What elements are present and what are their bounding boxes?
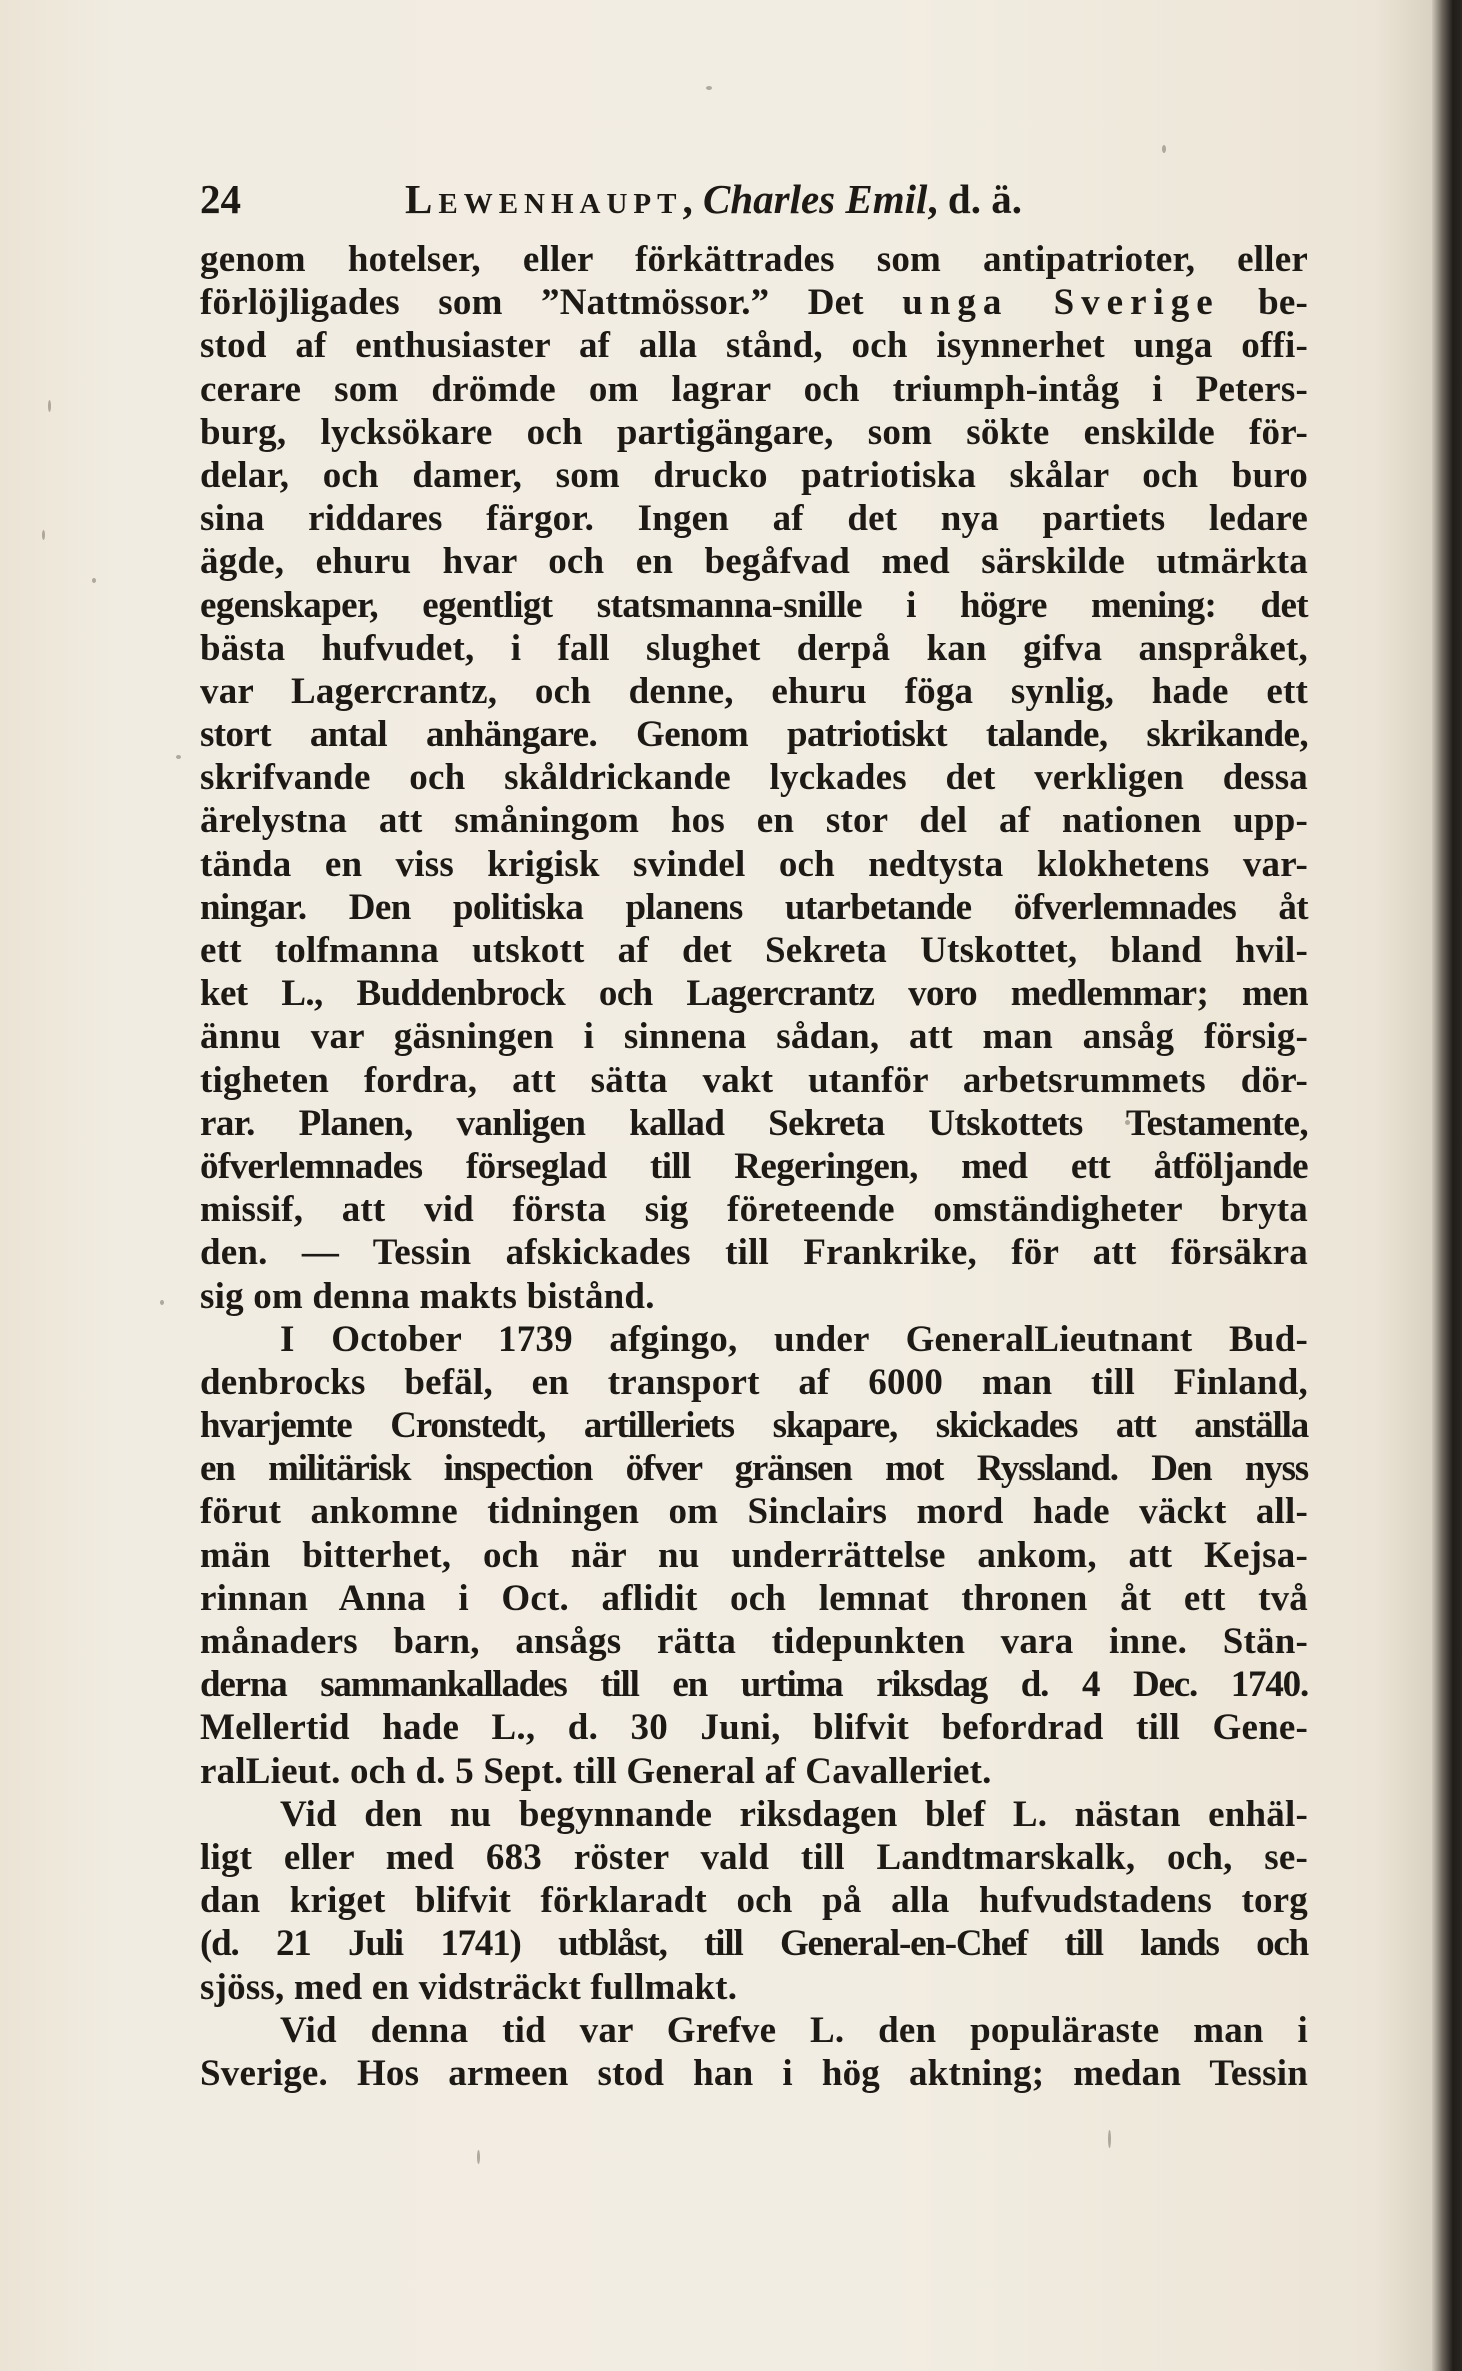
- text-line: månaders barn, ansågs rätta tidepunkten vara inne. Stän-: [200, 1621, 1308, 1662]
- body-text: [200, 238, 1308, 2095]
- text-line: öfverlemnades förseglad till Regeringen, med ett åtföljande: [200, 1145, 1308, 1187]
- text-line: I October 1739 afgingo, under GeneralLieutnant Bud-: [280, 1318, 1308, 1360]
- text-line: Vid den nu begynnande riksdagen blef L. nästan enhäl-: [280, 1793, 1308, 1835]
- text-line: rar. Planen, vanligen kallad Sekreta Utskottets Testamente,: [200, 1102, 1308, 1144]
- text-line: sig om denna makts bistånd.: [200, 1275, 655, 1317]
- text-line: derna sammankallades till en urtima riksdag d. 4 Dec. 1740.: [200, 1664, 1308, 1706]
- text-line: Mellertid hade L., d. 30 Juni, blifvit befordrad till Gene-: [200, 1707, 1308, 1749]
- text-line: ket L., Buddenbrock och Lagercrantz voro medlemmar; men: [200, 973, 1308, 1015]
- text-line: delar, och damer, som drucko patriotiska skålar och buro: [200, 454, 1308, 496]
- surname-smallcaps: Lewenhaupt: [405, 176, 683, 222]
- text-line: Sverige. Hos armeen stod han i hög aktning; medan Tessin: [200, 2052, 1308, 2094]
- text-line: genom hotelser, eller förkättrades som antipatrioter, eller: [200, 239, 1308, 280]
- text-line: denbrocks befäl, en transport af 6000 man till Finland,: [200, 1361, 1308, 1403]
- text-line: ligt eller med 683 röster vald till Landtmarskalk, och, se-: [200, 1836, 1308, 1878]
- text-line: var Lagercrantz, och denne, ehuru föga synlig, hade ett: [200, 670, 1308, 712]
- text-line: egenskaper, egentligt statsmanna-snille i högre mening: det: [200, 584, 1308, 626]
- page-number: 24: [200, 176, 241, 222]
- name-suffix: d. ä.: [947, 176, 1022, 222]
- text-line: sina riddares färgor. Ingen af det nya partiets ledare: [200, 498, 1308, 540]
- text-line: ärelystna att småningom hos en stor del af nationen upp-: [200, 800, 1308, 842]
- text-line: ningar. Den politiska planens utarbetande öfverlemnades åt: [200, 886, 1308, 928]
- text-line: rinnan Anna i Oct. aflidit och lemnat thronen åt ett två: [200, 1577, 1308, 1619]
- text-line: stod af enthusiaster af alla stånd, och isynnerhet unga offi-: [200, 325, 1308, 367]
- text-line: förlöjligades som ”Nattmössor.” Det unga Sverige be-: [200, 282, 1309, 324]
- text-line: tigheten fordra, att sätta vakt utanför arbetsrummets dör-: [200, 1059, 1308, 1101]
- text-line: (d. 21 Juli 1741) utblåst, till General-en-Chef till lands och: [200, 1923, 1308, 1965]
- text-line: skrifvande och skåldrickande lyckades det verkligen dessa: [200, 757, 1308, 799]
- text-line: förut ankomne tidningen om Sinclairs mord hade väckt all-: [200, 1491, 1308, 1533]
- given-names: Charles Emil: [702, 176, 928, 222]
- text-line: män bitterhet, och när nu underrättelse ankom, att Kejsa-: [200, 1534, 1308, 1576]
- spaced-emphasis: unga Sverige: [902, 282, 1220, 324]
- text-line: stort antal anhängare. Genom patriotiskt talande, skrikande,: [200, 714, 1308, 756]
- text-line: bästa hufvudet, i fall slughet derpå kan gifva anspråket,: [200, 627, 1308, 669]
- text-line: missif, att vid första sig företeende omständigheter bryta: [200, 1189, 1308, 1231]
- text-line: ralLieut. och d. 5 Sept. till General af Cavalleriet.: [200, 1750, 992, 1792]
- text-line: tända en viss krigisk svindel och nedtysta klokhetens var-: [200, 843, 1308, 885]
- text-line: dan kriget blifvit förklaradt och på alla hufvudstadens torg: [200, 1880, 1308, 1922]
- text-line: burg, lycksökare och partigängare, som sökte enskilde för-: [200, 411, 1308, 453]
- text-line: en militärisk inspection öfver gränsen mot Ryssland. Den nyss: [200, 1448, 1308, 1490]
- book-spine-shadow: [1432, 0, 1462, 2371]
- text-line: hvarjemte Cronstedt, artilleriets skapare, skickades att anställa: [200, 1405, 1308, 1447]
- text-line: ännu var gäsningen i sinnena sådan, att man ansåg försig-: [200, 1016, 1308, 1058]
- text-line: cerare som drömde om lagrar och triumph-intåg i Peters-: [200, 368, 1308, 410]
- running-title: Lewenhaupt, Charles Emil, d. ä.: [405, 176, 1022, 222]
- text-line: ett tolfmanna utskott af det Sekreta Utskottet, bland hvil-: [200, 930, 1308, 971]
- text-line: Vid denna tid var Grefve L. den populäraste man i: [280, 2009, 1308, 2051]
- text-line: ägde, ehuru hvar och en begåfvad med särskilde utmärkta: [200, 541, 1308, 583]
- running-header: [200, 175, 1340, 235]
- text-line: den. — Tessin afskickades till Frankrike, för att försäkra: [200, 1232, 1308, 1274]
- text-line: sjöss, med en vidsträckt fullmakt.: [200, 1966, 738, 2008]
